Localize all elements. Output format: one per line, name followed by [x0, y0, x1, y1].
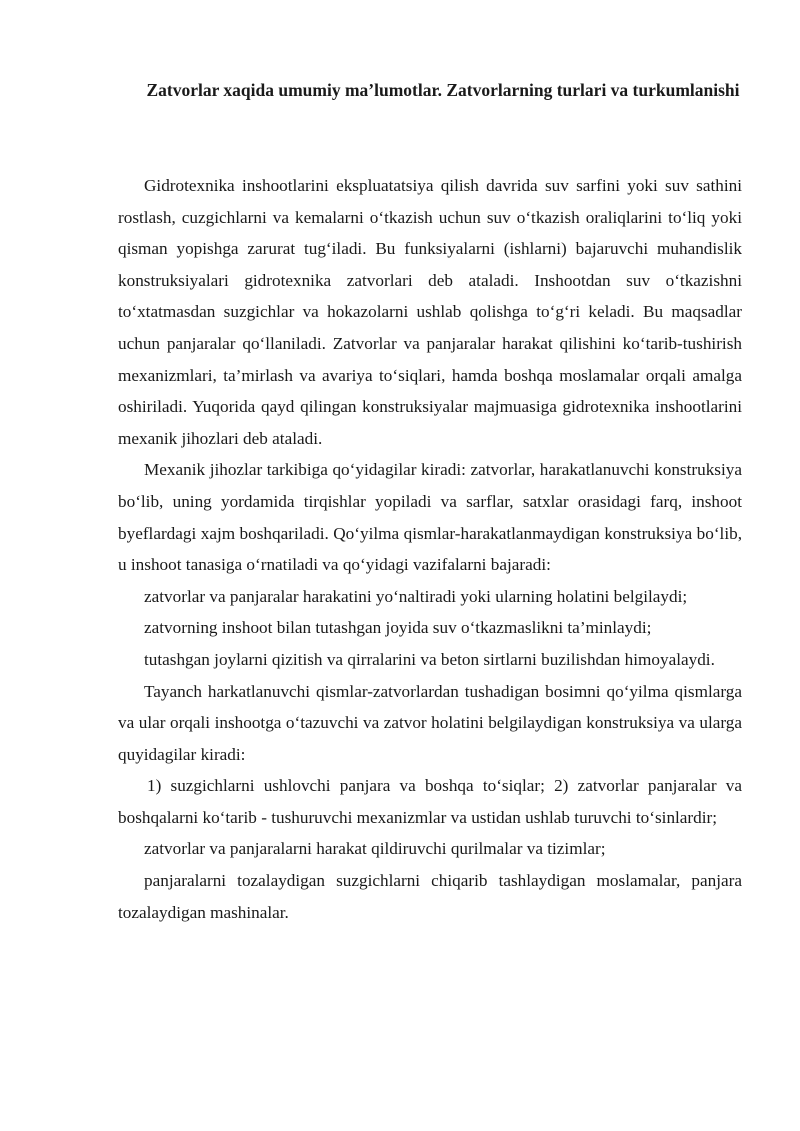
list-item-watertight: zatvorning inshoot bilan tutashgan joyida suv o‘tkazmaslikni ta’minlaydi;	[144, 618, 652, 638]
document-title: Zatvorlar xaqida umumiy ma’lumotlar. Zatvorlarning turlari va turkumlanishi	[146, 80, 740, 100]
list-item-drive-devices: zatvorlar va panjaralarni harakat qildiruvchi qurilmalar va tizimlar;	[144, 839, 606, 859]
list-item-cleaning-machines: panjaralarni tozalaydigan suzgichlarni chiqarib tashlaydigan moslamalar, panjara tozalaydigan mashinalar.	[118, 871, 742, 922]
paragraph-intro: Gidrotexnika inshootlarini ekspluatatsiya qilish davrida suv sarfini yoki suv sathini rostlash, cuzgichlarni va kemalarni o‘tkazish uchun suv o‘tkazish oraliqlarini to‘liq yoki qisman yopishga zarurat tug‘iladi. Bu funksiyalarni (ishlarni) bajaruvchi muhandislik konstruksiyalari gidrotexnika zatvorlari deb ataladi. Inshootdan suv o‘tkazishni to‘xtatmasdan suzgichlar va hokazolarni ushlab qolishga to‘g‘ri keladi. Bu maqsadlar uchun panjaralar qo‘llaniladi. Zatvorlar va panjaralar harakat qilishini ko‘tarib-tushirish mexanizmlari, ta’mirlash va avariya to‘siqlari, hamda boshqa moslamalar orqali amalga oshiriladi. Yuqorida qayd qilingan konstruksiyalar majmuasiga gidrotexnika inshootlarini mexanik jihozlari deb ataladi.	[118, 176, 742, 448]
paragraph-mechanical-equipment: Mexanik jihozlar tarkibiga qo‘yidagilar kiradi: zatvorlar, harakatlanuvchi konstruksiya bo‘lib, uning yordamida tirqishlar yopiladi va sarflar, satxlar orasidagi farq, inshoot byeflardagi xajm boshqariladi. Qo‘yilma qismlar-harakatlanmaydigan konstruksiya bo‘lib, u inshoot tanasiga o‘rnatiladi va qo‘yidagi vazifalarni bajaradi:	[118, 460, 742, 575]
list-item-protection: tutashgan joylarni qizitish va qirralarini va beton sirtlarni buzilishdan himoyalaydi.	[144, 649, 715, 669]
list-item-panels-mechanisms: 1) suzgichlarni ushlovchi panjara va boshqa to‘siqlar; 2) zatvorlar panjaralar va boshqalarni ko‘tarib - tushuruvchi mexanizmlar va ustidan ushlab turuvchi to‘sinlardir;	[118, 776, 742, 827]
list-item-direction: zatvorlar va panjaralar harakatini yo‘naltiradi yoki ularning holatini belgilaydi;	[144, 586, 688, 606]
document-body	[118, 170, 742, 928]
paragraph-support-parts: Tayanch harkatlanuvchi qismlar-zatvorlardan tushadigan bosimni qo‘yilma qismlarga va ular orqali inshootga o‘tazuvchi va zatvor holatini belgilaydigan konstruksiya va ularga quyidagilar kiradi:	[118, 681, 742, 764]
